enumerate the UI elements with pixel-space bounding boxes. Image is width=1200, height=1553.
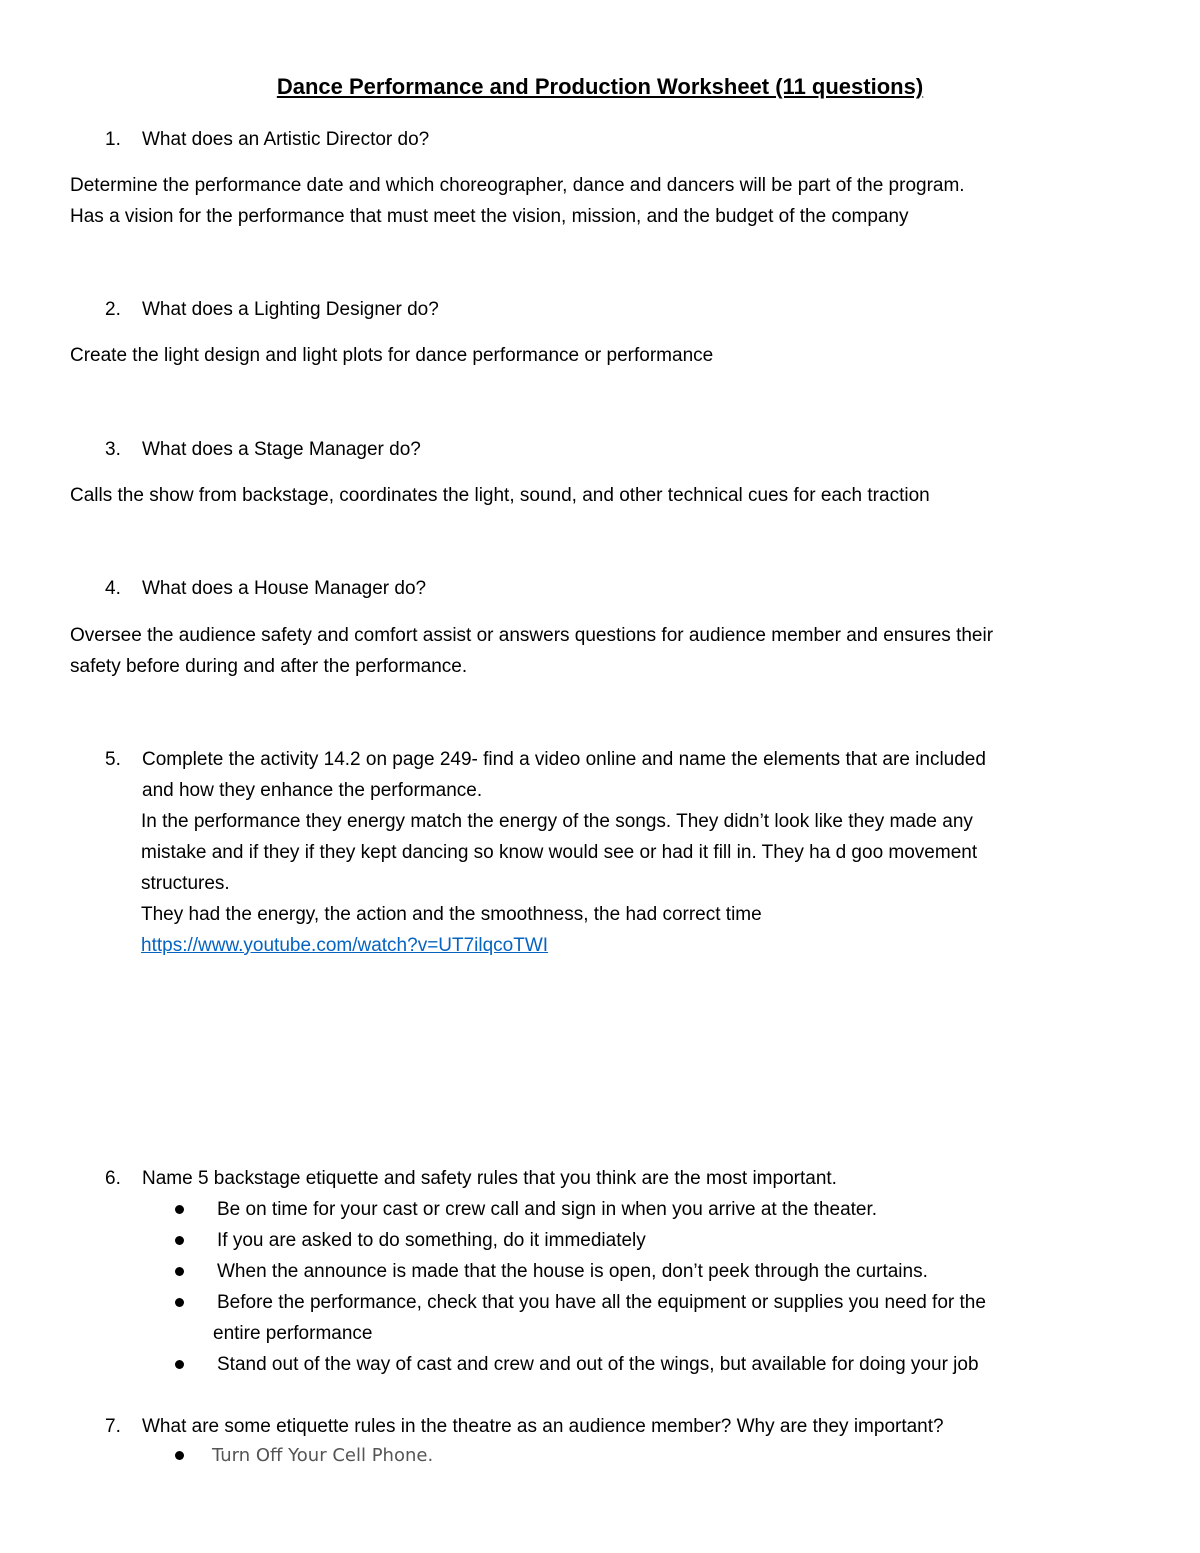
answer-5-line-2: mistake and if they if they kept dancing so know would see or had it fill in. They ha d goo movement <box>141 842 978 863</box>
bullet-text: Turn Off Your Cell Phone. <box>212 1445 434 1466</box>
question-number: 5. <box>105 749 121 770</box>
question-number: 1. <box>105 129 121 150</box>
bullet-item <box>0 1256 1200 1287</box>
bullet-icon <box>175 1360 184 1369</box>
answer-5-line-1: In the performance they energy match the energy of the songs. They didn’t look like they made any <box>141 811 973 832</box>
answer-1-line-1: Determine the performance date and which choreographer, dance and dancers will be part of the program. <box>70 175 965 196</box>
question-text: Name 5 backstage etiquette and safety rules that you think are the most important. <box>142 1168 837 1189</box>
question-3 <box>105 434 1105 465</box>
question-2 <box>105 294 1105 325</box>
bullet-item <box>0 1349 1200 1380</box>
question-5 <box>105 744 1155 806</box>
question-7 <box>105 1411 1155 1442</box>
bullet-icon <box>175 1236 184 1245</box>
bullet-item <box>0 1194 1200 1225</box>
answer-5-line-3: structures. <box>141 873 230 894</box>
question-number: 2. <box>105 299 121 320</box>
question-number: 7. <box>105 1416 121 1437</box>
bullet-text: Stand out of the way of cast and crew and out of the wings, but available for doing your job <box>217 1354 979 1375</box>
bullet-text: Before the performance, check that you have all the equipment or supplies you need for the <box>217 1292 986 1313</box>
question-text: What does an Artistic Director do? <box>142 129 430 150</box>
question-text: What does a Stage Manager do? <box>142 439 421 460</box>
bullet-item <box>0 1440 1200 1471</box>
question-number: 3. <box>105 439 121 460</box>
answer-2-line-1: Create the light design and light plots for dance performance or performance <box>70 345 714 366</box>
question-4 <box>105 573 1105 604</box>
question-1 <box>105 124 1105 155</box>
bullet-text: If you are asked to do something, do it immediately <box>217 1230 646 1251</box>
answer-1-line-2: Has a vision for the performance that must meet the vision, mission, and the budget of the company <box>70 206 909 227</box>
bullet-icon <box>175 1298 184 1307</box>
question-text: What does a Lighting Designer do? <box>142 299 439 320</box>
bullet-text: Be on time for your cast or crew call and sign in when you arrive at the theater. <box>217 1199 878 1220</box>
bullet-continuation <box>0 1318 1200 1349</box>
question-text-line-1: Complete the activity 14.2 on page 249- find a video online and name the elements that are included <box>142 749 986 770</box>
youtube-video-link[interactable]: https://www.youtube.com/watch?v=UT7ilqcoTWI <box>141 935 549 956</box>
bullet-item <box>0 1225 1200 1256</box>
question-number: 6. <box>105 1168 121 1189</box>
bullet-item <box>0 1287 1200 1318</box>
answer-4-line-2: safety before during and after the performance. <box>70 656 468 677</box>
answer-4-line-1: Oversee the audience safety and comfort assist or answers questions for audience member and ensures their <box>70 625 994 646</box>
bullet-icon <box>175 1205 184 1214</box>
bullet-text: entire performance <box>213 1323 373 1344</box>
answer-5-line-4: They had the energy, the action and the smoothness, the had correct time <box>141 904 762 925</box>
question-6 <box>105 1163 1155 1194</box>
bullet-icon <box>175 1451 184 1460</box>
page-title: Dance Performance and Production Worksheet (11 questions) <box>276 74 924 99</box>
question-number: 4. <box>105 578 121 599</box>
answer-3-line-1: Calls the show from backstage, coordinates the light, sound, and other technical cues for each traction <box>70 485 930 506</box>
question-text: What does a House Manager do? <box>142 578 427 599</box>
bullet-text: When the announce is made that the house is open, don’t peek through the curtains. <box>217 1261 928 1282</box>
question-text-line-2: and how they enhance the performance. <box>142 780 483 801</box>
question-text: What are some etiquette rules in the theatre as an audience member? Why are they important? <box>142 1416 944 1437</box>
bullet-icon <box>175 1267 184 1276</box>
